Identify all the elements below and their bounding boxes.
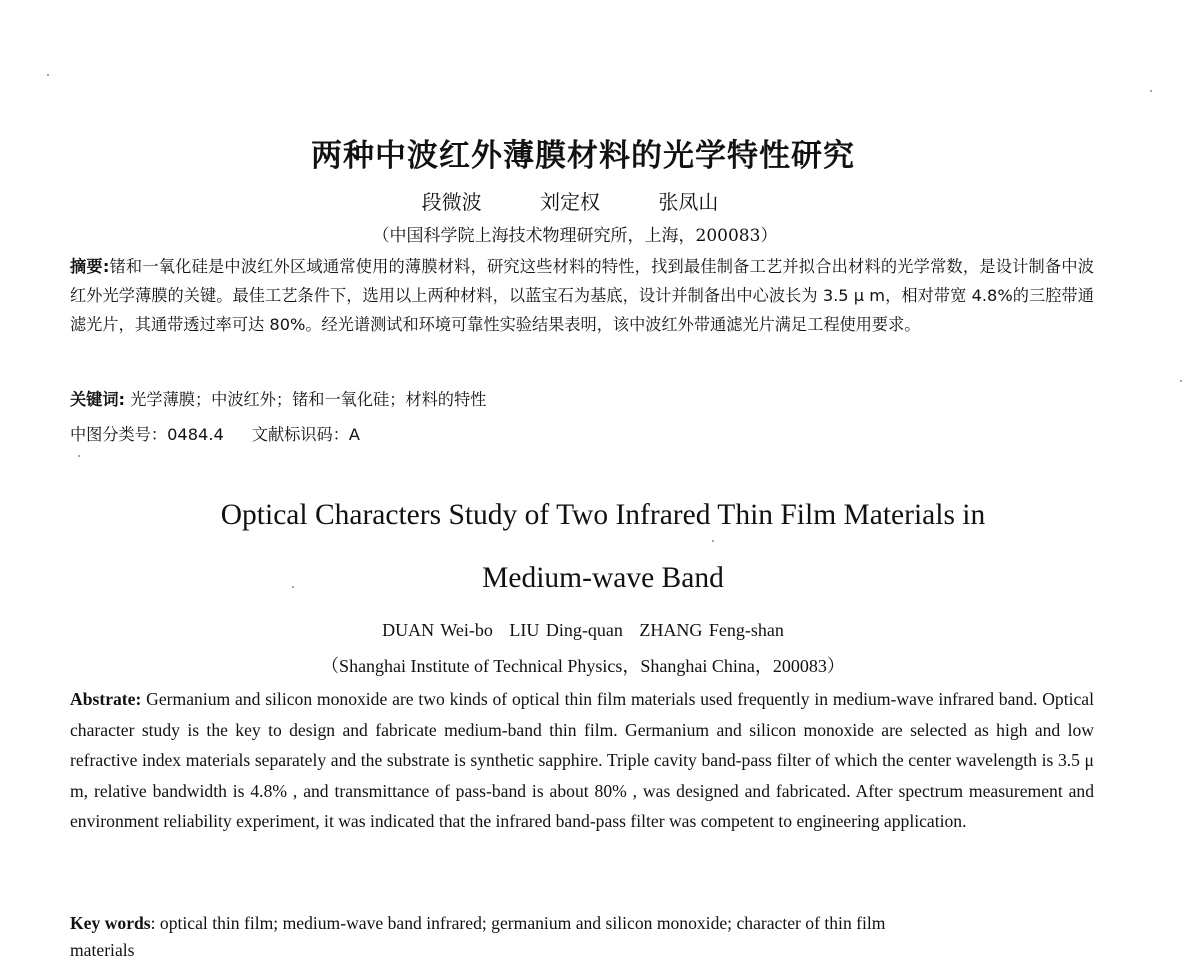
english-author: LIU Ding-quan — [509, 620, 623, 640]
chinese-keywords-label: 关键词: — [70, 390, 126, 409]
english-abstract-label: Abstrate: — [70, 689, 142, 709]
english-title-line-2: Medium-wave Band — [482, 562, 724, 594]
chinese-abstract-text: 锗和一氧化硅是中波红外区域通常使用的薄膜材料，研究这些材料的特性，找到最佳制备工艺并拟合出材料的光学常数，是设计制备中波红外光学薄膜的关键。最佳工艺条件下，选用以上两种材料，以蓝宝石为基底，设计并制备出中心波长为 3.5 μ m，相对带宽 4.8%的三腔带通滤光片，其通带透过率可达 80%。经光谱测试和环境可靠性实验结果表明，该中波红外带通滤光片满足工程使用要求。 — [70, 257, 1094, 334]
chinese-keywords-text: 光学薄膜；中波红外；锗和一氧化硅；材料的特性 — [130, 390, 487, 409]
english-author: DUAN Wei-bo — [382, 620, 493, 640]
class-number-label: 中图分类号： — [70, 425, 168, 444]
scan-speck — [292, 586, 294, 588]
scan-speck — [1150, 90, 1152, 92]
english-keywords — [70, 913, 1130, 934]
english-title-line-1: Optical Characters Study of Two Infrared Thin Film Materials in — [220, 499, 986, 531]
chinese-author: 刘定权 — [540, 190, 600, 214]
document-code-value: A — [348, 425, 360, 444]
chinese-abstract-label: 摘要: — [70, 257, 110, 276]
english-keywords-text: : optical thin film; medium-wave band infrared; germanium and silicon monoxide; character of thin film — [150, 913, 886, 933]
english-keywords-label: Key words — [70, 913, 151, 933]
english-abstract-text: Germanium and silicon monoxide are two kinds of optical thin film materials used frequently in medium-wave infrared band. Optical character study is the key to design and fabricate medium-band thin film. Germanium and silicon monoxide are selected as high and low refractive index materials separately and the substrate is synthetic sapphire. Triple cavity band-pass filter of which the center wavelength is 3.5 μ m, relative bandwidth is 4.8% , and transmittance of pass-band is about 80% , was designed and fabricated. After spectrum measurement and environment reliability experiment, it was indicated that the infrared band-pass filter was competent to engineering application. — [70, 689, 1094, 831]
chinese-title: 两种中波红外薄膜材料的光学特性研究 — [311, 138, 855, 174]
english-abstract — [70, 684, 1094, 837]
class-number-value: 0484.4 — [167, 425, 224, 444]
chinese-author: 张凤山 — [658, 190, 719, 214]
chinese-author: 段微波 — [421, 190, 482, 214]
chinese-keywords — [70, 386, 486, 410]
english-authors — [0, 620, 1166, 641]
chinese-affiliation: （中国科学院上海技术物理研究所，上海，200083） — [372, 226, 778, 246]
chinese-authors — [0, 186, 1140, 215]
chinese-classification — [70, 421, 360, 445]
scan-speck — [712, 540, 714, 542]
scan-speck — [47, 74, 49, 76]
english-affiliation: （Shanghai Institute of Technical Physics，Shanghai China，200083） — [321, 656, 845, 676]
scan-speck — [1180, 380, 1182, 382]
document-code-label: 文献标识码： — [251, 425, 349, 444]
scan-speck — [78, 455, 80, 457]
english-author: ZHANG Feng-shan — [639, 620, 784, 640]
english-keywords-overflow: materials — [70, 940, 135, 960]
chinese-abstract — [70, 252, 1094, 339]
